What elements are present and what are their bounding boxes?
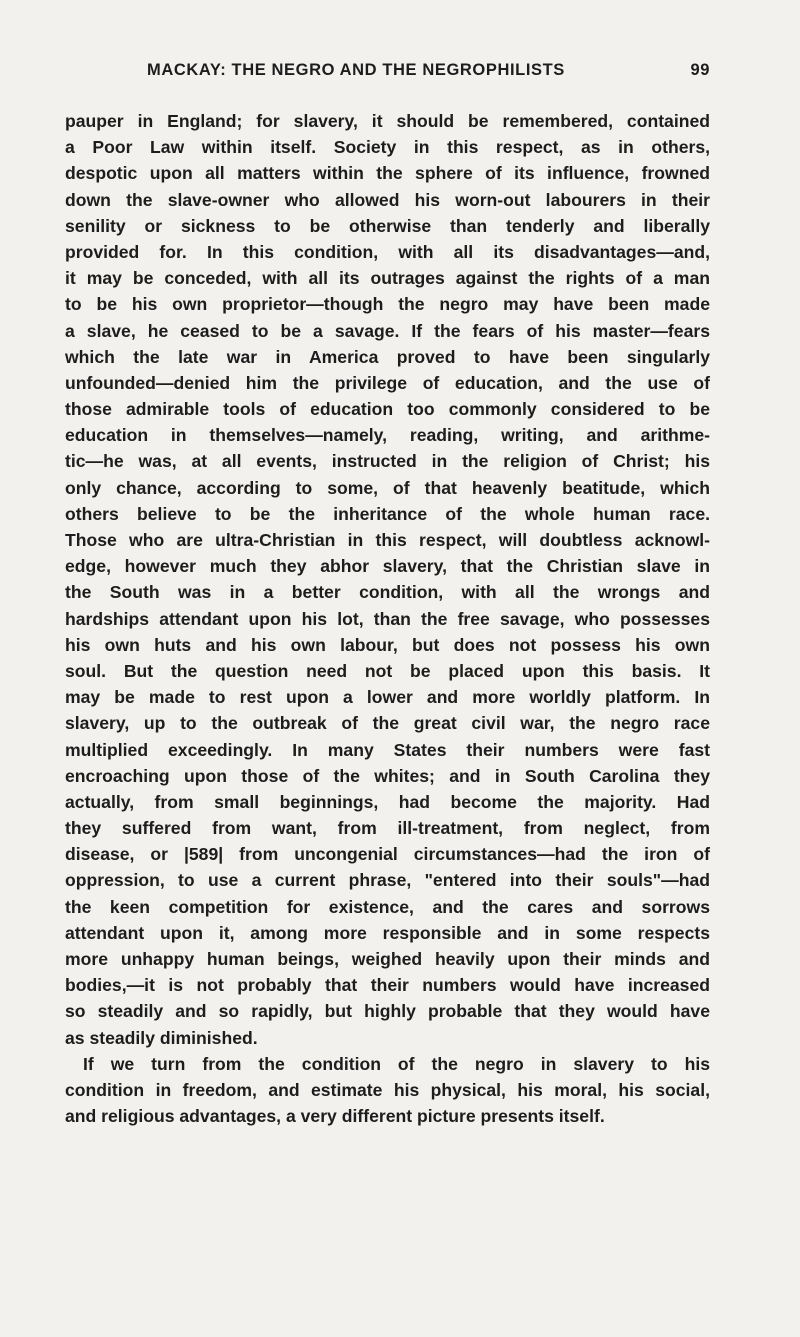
text-line: down the slave-owner who allowed his worn-out labourers in their [65,189,710,210]
text-line: encroaching upon those of the whites; and in South Carolina they [65,765,710,786]
text-line: pauper in England; for slavery, it should be remembered, contained [65,111,710,131]
paragraph-2 [65,1051,710,1130]
text-line: disease, or |589| from uncongenial circumstances—had the iron of [65,844,710,865]
text-line: actually, from small beginnings, had become the majority. Had [65,791,710,812]
text-line: they suffered from want, from ill-treatment, from neglect, from [65,818,710,839]
text-line: may be made to rest upon a lower and more worldly platform. In [65,687,710,708]
text-line: so steadily and so rapidly, but highly probable that they would have [65,1001,710,1022]
text-line: despotic upon all matters within the sphere of its influence, frowned [65,163,710,184]
text-line: attendant upon it, among more responsible and in some respects [65,922,710,943]
text-line: education in themselves—namely, reading, writing, and arithme- [65,425,710,446]
text-line: bodies,—it is not probably that their numbers would have increased [65,975,710,996]
text-line: a slave, he ceased to be a savage. If the fears of his master—fears [65,320,710,341]
text-line: the South was in a better condition, with all the wrongs and [65,582,710,603]
text-line: a Poor Law within itself. Society in this respect, as in others, [65,137,710,158]
text-line: tic—he was, at all events, instructed in the religion of Christ; his [65,451,710,472]
paragraph-1 [65,108,710,1051]
text-line: condition in freedom, and estimate his physical, his moral, his social, [65,1079,710,1100]
text-line: more unhappy human beings, weighed heavily upon their minds and [65,949,710,969]
page-header [65,61,710,85]
text-line: unfounded—denied him the privilege of education, and the use of [65,372,710,393]
text-line: only chance, according to some, of that heavenly beatitude, which [65,477,710,498]
text-line: edge, however much they abhor slavery, that the Christian slave in [65,556,710,577]
text-line: provided for. In this condition, with all its disadvantages—and, [65,241,710,262]
text-line: others believe to be the inheritance of the whole human race. [65,503,710,524]
text-line: it may be conceded, with all its outrages against the rights of a man [65,268,710,289]
running-title: MACKAY: THE NEGRO AND THE NEGROPHILISTS [147,61,565,79]
text-line: slavery, up to the outbreak of the great civil war, the negro race [65,713,710,734]
text-line: his own huts and his own labour, but does not possess his own [65,634,710,655]
text-line: soul. But the question need not be placed upon this basis. It [65,660,710,681]
text-line: senility or sickness to be otherwise than tenderly and liberally [65,215,710,236]
text-line: those admirable tools of education too commonly considered to be [65,399,710,420]
text-line: multiplied exceedingly. In many States their numbers were fast [65,739,710,760]
text-line: which the late war in America proved to have been singularly [65,346,710,367]
text-line: If we turn from the condition of the negro in slavery to his [83,1053,710,1074]
text-line: and religious advantages, a very different picture presents itself. [65,1106,605,1127]
text-line: as steadily diminished. [65,1027,258,1048]
text-line: the keen competition for existence, and the cares and sorrows [65,896,710,917]
text-line: hardships attendant upon his lot, than the free savage, who possesses [65,608,710,629]
text-line: oppression, to use a current phrase, "entered into their souls"—had [65,870,710,891]
body-text [65,108,710,1129]
text-line: Those who are ultra-Christian in this respect, will doubtless acknowl- [65,530,710,550]
page-number: 99 [690,61,710,79]
text-line: to be his own proprietor—though the negro may have been made [65,294,710,315]
